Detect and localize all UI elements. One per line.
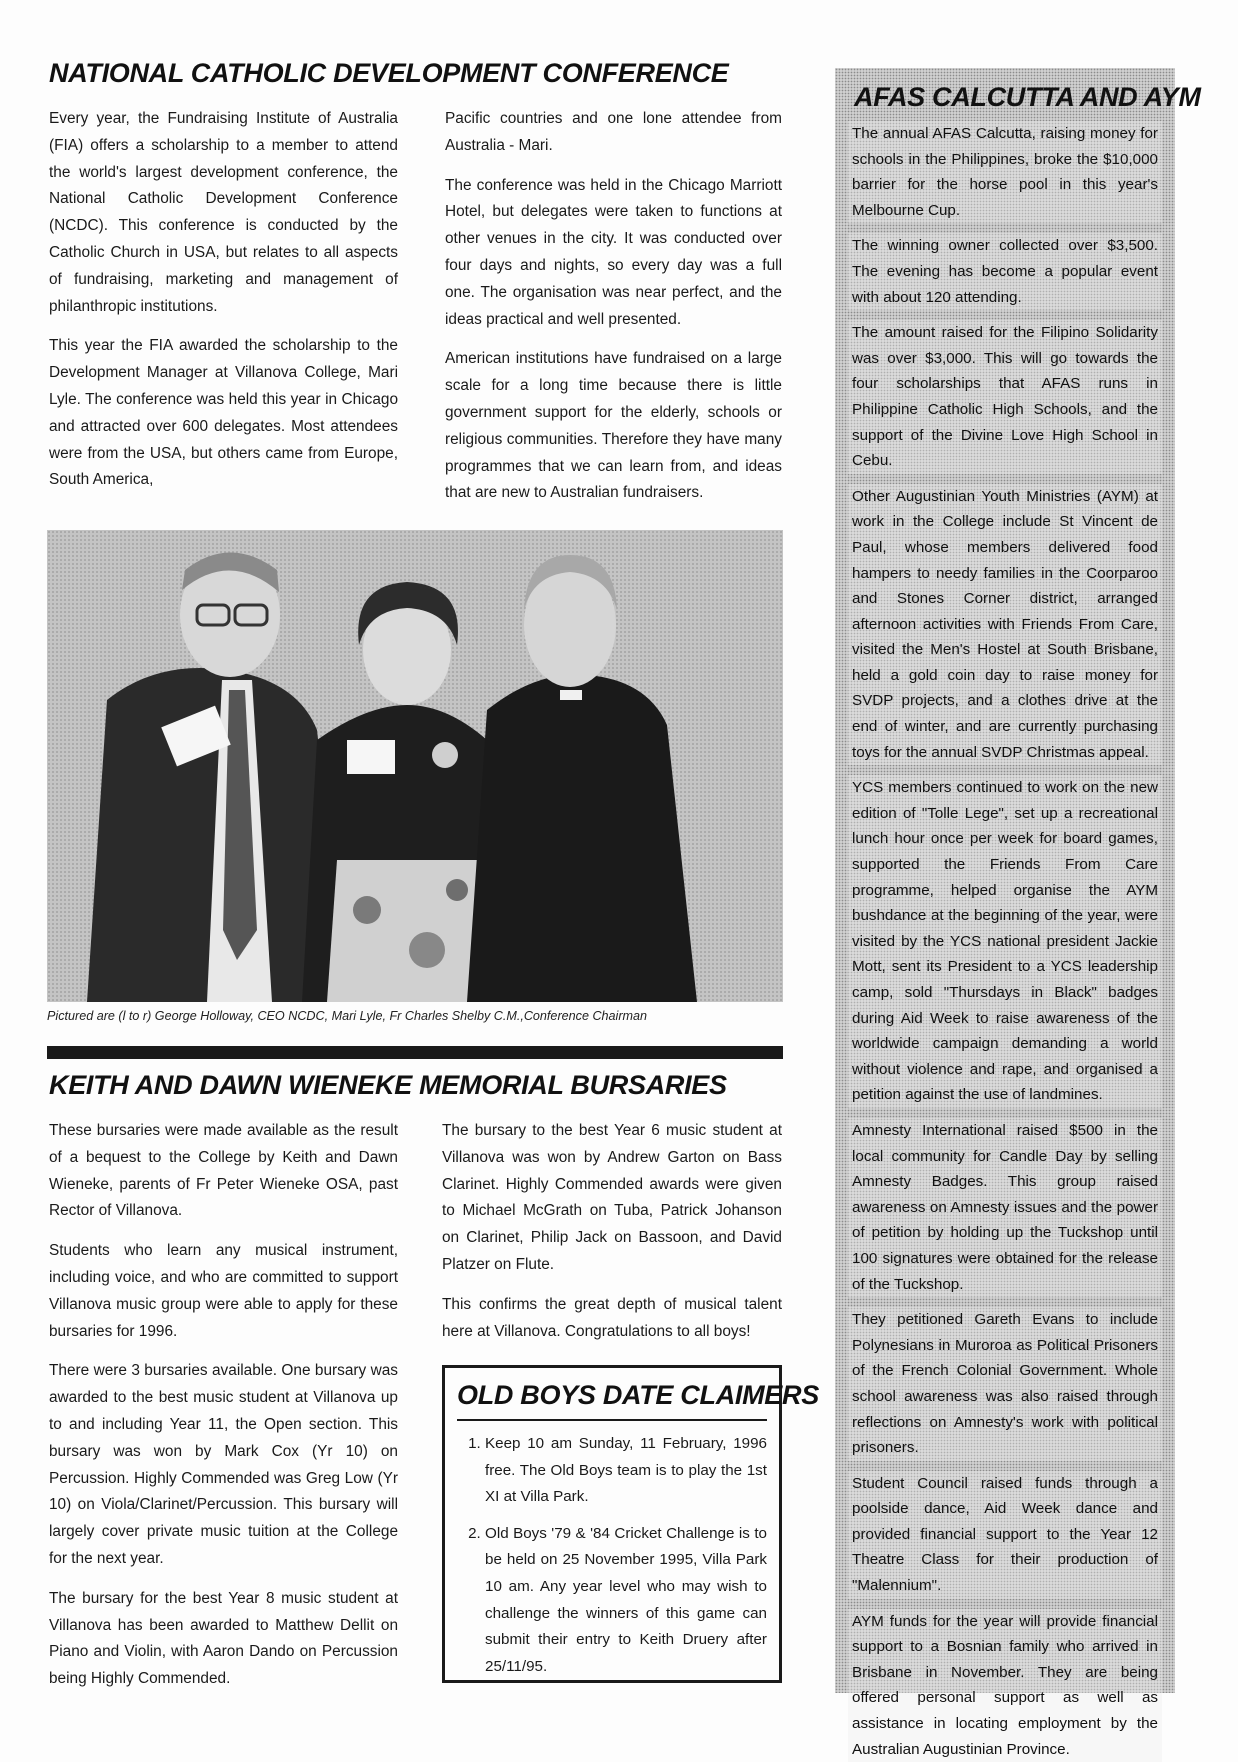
bursaries-paragraph: The bursary to the best Year 6 music student at Villanova was won by Andrew Garton on Bass Clarinet. Highly Commended awards were given to Michael McGrath on Tuba, Patrick Johanson on Clarinet, Philip Jack on Bassoon, and David Platzer on Flute. bbox=[442, 1122, 782, 1273]
sidebar-paragraph: YCS members continued to work on the new edition of "Tolle Lege", set up a recreational lunch hour once per week for board games, supported the Friends From Care programme, helped organise the AYM bushdance at the beginning of the year, were visited by the YCS national president Jackie Mott, sent its President to a YCS leadership camp, sold "Thursdays in Black" badges during Aid Week to raise awareness of the worldwide campaign demanding a world without violence and rape, and organised a petition against the use of landmines. bbox=[848, 775, 1162, 1108]
ncdc-headline: NATIONAL CATHOLIC DEVELOPMENT CONFERENCE bbox=[49, 58, 729, 88]
sidebar-paragraph: The winning owner collected over $3,500. The evening has become a popular event with about 120 attending. bbox=[848, 233, 1162, 310]
bursaries-paragraph: Students who learn any musical instrument, including voice, and who are committed to support Villanova music group were able to apply for these bursaries for 1996. bbox=[49, 1242, 398, 1340]
bursaries-paragraph: These bursaries were made available as the result of a bequest to the College by Keith and Dawn Wieneke, parents of Fr Peter Wieneke OSA, past Rector of Villanova. bbox=[49, 1122, 398, 1220]
old-boys-headline: OLD BOYS DATE CLAIMERS bbox=[457, 1380, 819, 1410]
section-divider bbox=[47, 1046, 783, 1059]
ncdc-paragraph: Pacific countries and one lone attendee from Australia - Mari. bbox=[445, 110, 782, 154]
bursaries-paragraph: There were 3 bursaries available. One bursary was awarded to the best music student at Villanova up to and including Year 11, the Open section. This bursary was won by Mark Cox (Yr 10) on Percussion. Highly Commended was Greg Low (Yr 10) on Viola/Clarinet/Percussion. This bursary will largely cover private music tuition at the College for the next year. bbox=[49, 1362, 398, 1567]
bursaries-column-1 bbox=[49, 1118, 398, 1706]
sidebar-paragraph: The amount raised for the Filipino Solidarity was over $3,000. This will go towards the four scholarships that AFAS runs in Philippine Catholic High Schools, and the support of the Divine Love High School in Cebu. bbox=[848, 320, 1162, 474]
bursaries-paragraph: This confirms the great depth of musical talent here at Villanova. Congratulations to all boys! bbox=[442, 1295, 782, 1340]
sidebar-paragraph: AYM funds for the year will provide financial support to a Bosnian family who arrived in Brisbane in November. They are being offered personal support as well as assistance in locating employment by the Australian Augustinian Province. bbox=[848, 1609, 1162, 1762]
list-item: 2. Old Boys '79 & '84 Cricket Challenge is to be held on 25 November 1995, Villa Park 10 am. Any year level who may wish to challenge the winners of this game can submit their entry to Keith Druery after 25/11/95. bbox=[485, 1521, 767, 1681]
old-boys-rule bbox=[457, 1419, 767, 1421]
old-boys-list bbox=[457, 1431, 767, 1680]
bursaries-column-2 bbox=[442, 1118, 782, 1358]
sidebar-paragraph: Student Council raised funds through a poolside dance, Aid Week dance and provided financial support to the Year 12 Theatre Class for their production of "Malennium". bbox=[848, 1471, 1162, 1599]
ncdc-paragraph: Every year, the Fundraising Institute of Australia (FIA) offers a scholarship to a member to attend the world's largest development conference, the National Catholic Development Conference (NCDC). This conference is conducted by the Catholic Church in USA, but relates to all aspects of fundraising, marketing and management of philanthropic institutions. bbox=[49, 110, 398, 315]
afas-headline: AFAS CALCUTTA AND AYM bbox=[854, 82, 1201, 112]
bursaries-paragraph: The bursary for the best Year 8 music student at Villanova has been awarded to Matthew Dellit on Piano and Violin, with Aaron Dando on Percussion being Highly Commended. bbox=[49, 1589, 398, 1688]
list-item: 1. Keep 10 am Sunday, 11 February, 1996 free. The Old Boys team is to play the 1st XI at Villa Park. bbox=[485, 1431, 767, 1511]
photo-caption: Pictured are (l to r) George Holloway, CEO NCDC, Mari Lyle, Fr Charles Shelby C.M.,Conference Chairman bbox=[47, 1009, 648, 1023]
ncdc-column-1 bbox=[49, 106, 398, 507]
ncdc-column-2 bbox=[445, 106, 782, 520]
ncdc-paragraph: American institutions have fundraised on a large scale for a long time because there is little government support for the elderly, schools or religious communities. Therefore they have many programmes that we can learn from, and ideas that are new to Australian fundraisers. bbox=[445, 350, 782, 502]
old-boys-box bbox=[442, 1365, 819, 1683]
ncdc-paragraph: The conference was held in the Chicago Marriott Hotel, but delegates were taken to functions at other venues in the city. It was conducted over four days and nights, so every day was a full one. The organisation was near perfect, and the ideas practical and well presented. bbox=[445, 176, 782, 328]
sidebar-paragraph: They petitioned Gareth Evans to include Polynesians in Muroroa as Political Prisoners of the French Colonial Government. Whole school awareness was also raised through reflections on Amnesty's work with political prisoners. bbox=[848, 1307, 1162, 1461]
sidebar-paragraph: The annual AFAS Calcutta, raising money for schools in the Philippines, broke the $10,000 barrier for the horse pool in this year's Melbourne Cup. bbox=[848, 121, 1162, 223]
sidebar-paragraph: Amnesty International raised $500 in the local community for Candle Day by selling Amnesty Badges. This group raised awareness on Amnesty issues and the power of petition by holding up the Tuckshop until 100 signatures were obtained for the release of the Tuckshop. bbox=[848, 1118, 1162, 1297]
afas-sidebar bbox=[835, 68, 1201, 1758]
sidebar-paragraph: Other Augustinian Youth Ministries (AYM) at work in the College include St Vincent de Paul, whose members delivered food hampers to needy families in the Coorparoo and Stones Corner district, arranged afternoon activities with Friends From Care, visited the Men's Hostel at South Brisbane, held a gold coin day to raise money for SVDP projects, and a clothes drive at the end of winter, and are currently purchasing toys for the annual SVDP Christmas appeal. bbox=[848, 484, 1162, 766]
ncdc-paragraph: This year the FIA awarded the scholarship to the Development Manager at Villanova College, Mari Lyle. The conference was held this year in Chicago and attracted over 600 delegates. Most attendees were from the USA, but others came from Europe, South America, bbox=[49, 337, 398, 489]
bursaries-headline: KEITH AND DAWN WIENEKE MEMORIAL BURSARIES bbox=[49, 1070, 727, 1100]
conference-photo bbox=[47, 530, 783, 1002]
